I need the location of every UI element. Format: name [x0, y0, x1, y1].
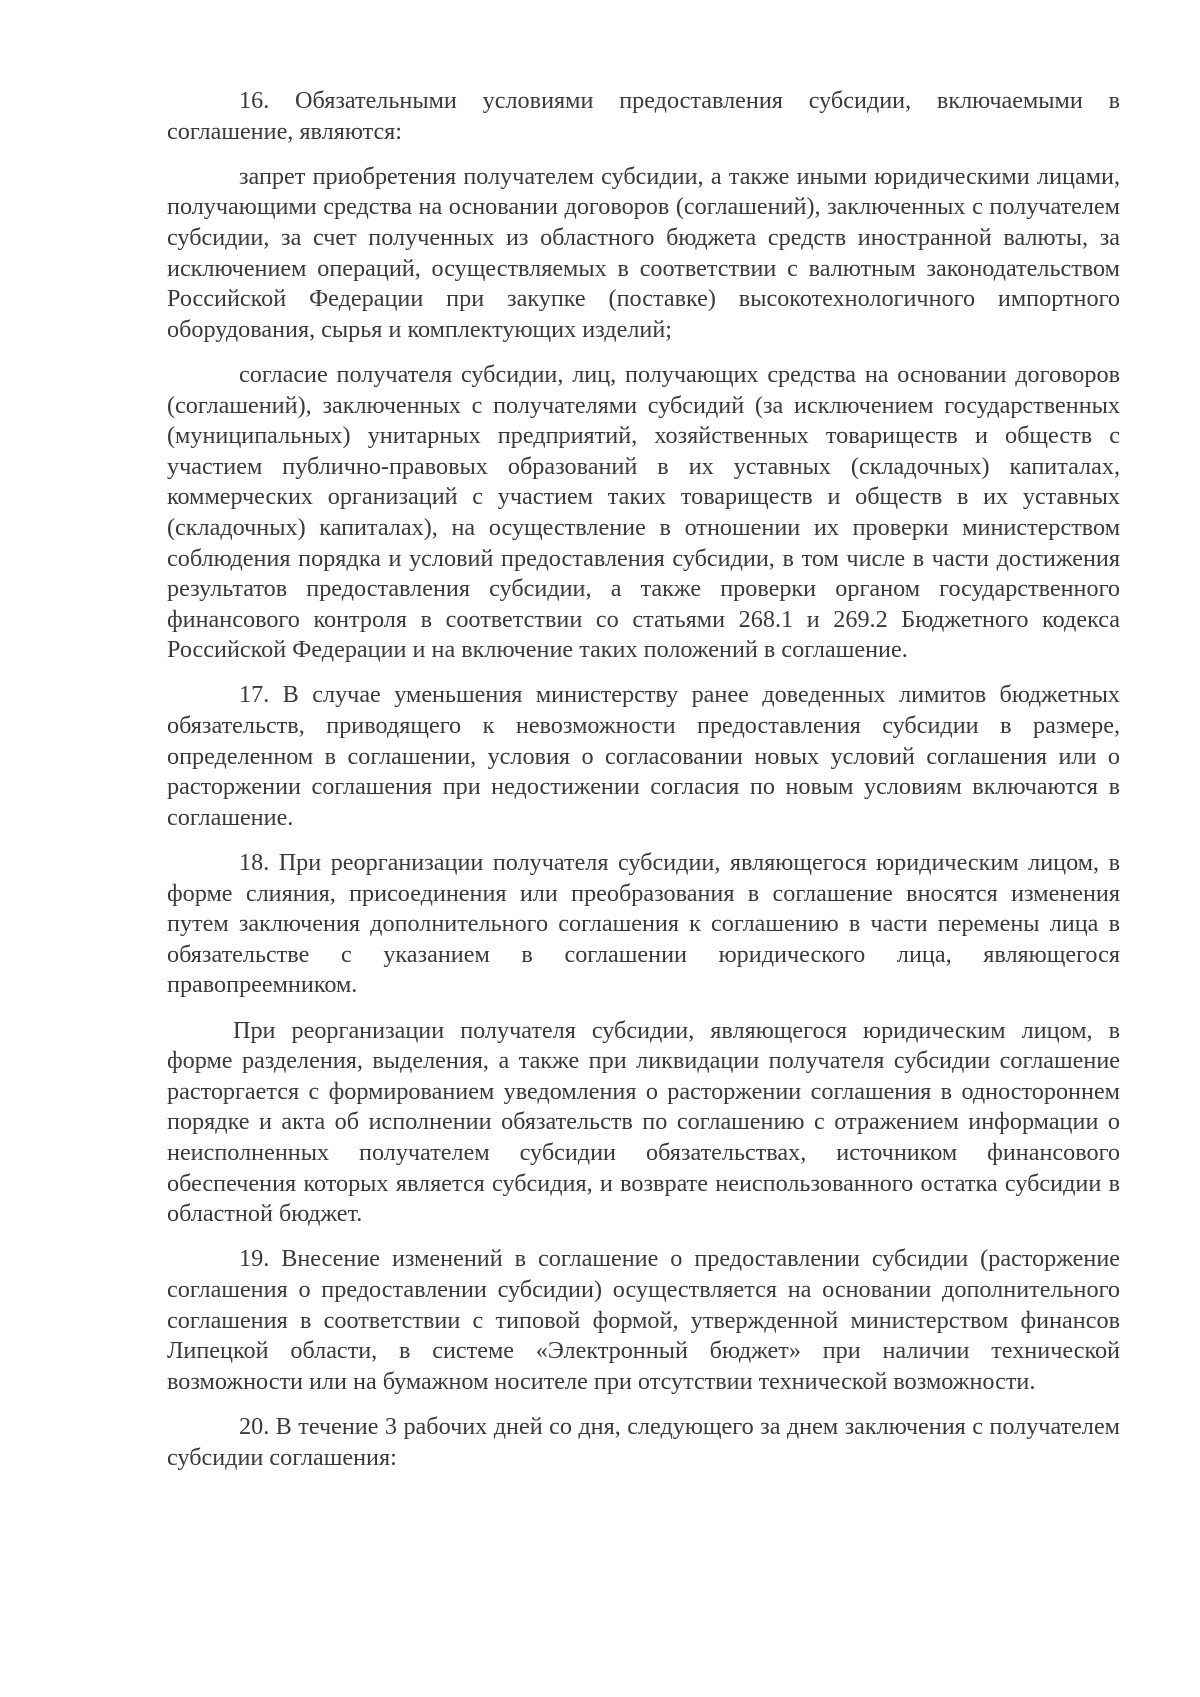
paragraph-17: 17. В случае уменьшения министерству ранее доведенных лимитов бюджетных обязательств, приводящего к невозможности предоставления субсидии в размере, определенном в соглашении, условия о согласовании новых условий соглашения или о расторжении соглашения при недостижении согласия по новым условиям включаются в соглашение. [167, 681, 1120, 831]
document-body [167, 86, 1120, 1488]
paragraph-currency-ban: запрет приобретения получателем субсидии, а также иными юридическими лицами, получающими средства на основании договоров (соглашений), заключенных с получателем субсидии, за счет полученных из областного бюджета средств иностранной валюты, за исключением операций, осуществляемых в соответствии с валютным законодательством Российской Федерации при закупке (поставке) высокотехнологичного импортного оборудования, сырья и комплектующих изделий; [167, 162, 1120, 343]
paragraph-18: 18. При реорганизации получателя субсидии, являющегося юридическим лицом, в форме слияния, присоединения или преобразования в соглашение вносятся изменения путем заключения дополнительного соглашения к соглашению в части перемены лица в обязательстве с указанием в соглашении юридического лица, являющегося правопреемником. [167, 849, 1120, 999]
paragraph-19: 19. Внесение изменений в соглашение о предоставлении субсидии (расторжение соглашения о предоставлении субсидии) осуществляется на основании дополнительного соглашения в соответствии с типовой формой, утвержденной министерством финансов Липецкой области, в системе «Электронный бюджет» при наличии технической возможности или на бумажном носителе при отсутствии технической возможности. [167, 1245, 1120, 1395]
paragraph-18-liquidation: При реорганизации получателя субсидии, являющегося юридическим лицом, в форме разделения, выделения, а также при ликвидации получателя субсидии соглашение расторгается с формированием уведомления о расторжении соглашения в одностороннем порядке и акта об исполнении обязательств по соглашению с отражением информации о неисполненных получателем субсидии обязательствах, источником финансового обеспечения которых является субсидия, и возврате неиспользованного остатка субсидии в областной бюджет. [167, 1016, 1120, 1228]
paragraph-20: 20. В течение 3 рабочих дней со дня, следующего за днем заключения с получателем субсидии соглашения: [167, 1412, 1120, 1471]
paragraph-16: 16. Обязательными условиями предоставления субсидии, включаемыми в соглашение, являются: [167, 87, 1120, 145]
paragraph-inspection-consent: согласие получателя субсидии, лиц, получающих средства на основании договоров (соглашений), заключенных с получателями субсидий (за исключением государственных (муниципальных) унитарных предприятий, хозяйственных товариществ и обществ с участием публично-правовых образований в их уставных (складочных) капиталах, коммерческих организаций с участием таких товариществ и обществ в их уставных (складочных) капиталах), на осуществление в отношении их проверки министерством соблюдения порядка и условий предоставления субсидии, в том числе в части достижения результатов предоставления субсидии, а также проверки органом государственного финансового контроля в соответствии со статьями 268.1 и 269.2 Бюджетного кодекса Российской Федерации и на включение таких положений в соглашение. [167, 360, 1120, 664]
